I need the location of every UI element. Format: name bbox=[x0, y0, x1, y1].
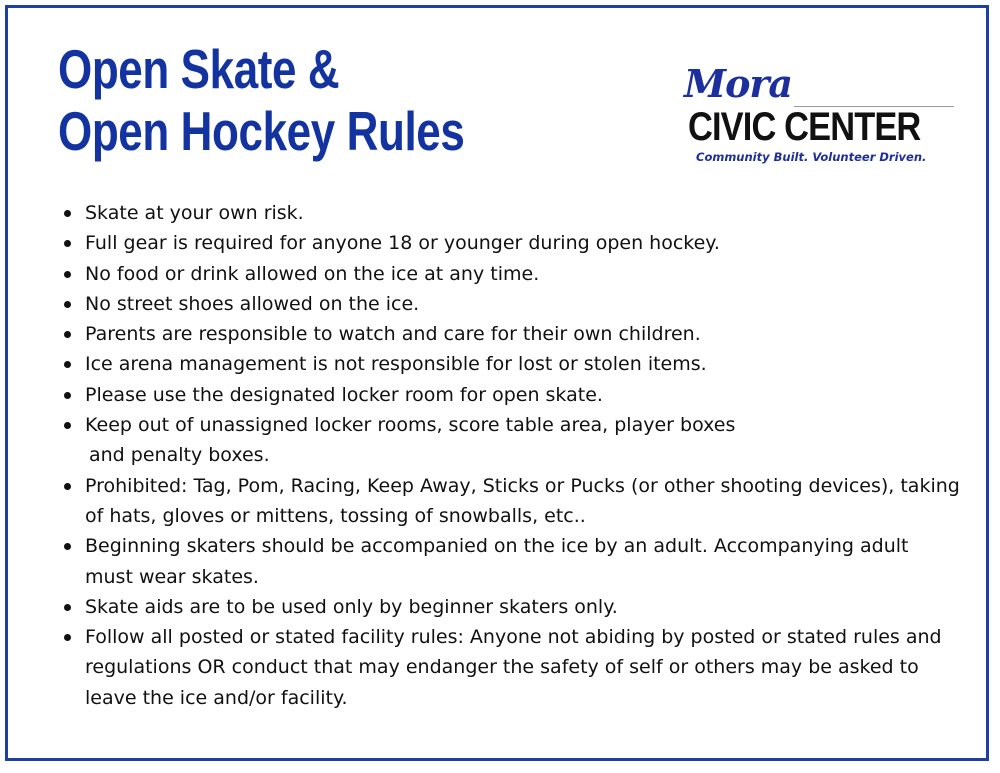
rule-item: Keep out of unassigned locker rooms, score table area, player boxes bbox=[62, 410, 962, 440]
page-title bbox=[58, 38, 464, 162]
logo-script-text: Mora bbox=[684, 61, 793, 106]
title-line-2: Open Hockey Rules bbox=[58, 100, 465, 162]
civic-center-logo bbox=[684, 62, 960, 170]
rule-item: Ice arena management is not responsible for lost or stolen items. bbox=[62, 349, 962, 379]
rule-item: Please use the designated locker room for open skate. bbox=[62, 380, 962, 410]
logo-tagline: Community Built. Volunteer Driven. bbox=[696, 150, 927, 164]
rules-list bbox=[62, 198, 962, 713]
rule-item: Skate aids are to be used only by beginner skaters only. bbox=[62, 592, 962, 622]
rule-item: No street shoes allowed on the ice. bbox=[62, 289, 962, 319]
rule-item: Parents are responsible to watch and care for their own children. bbox=[62, 319, 962, 349]
rule-item: Beginning skaters should be accompanied on the ice by an adult. Accompanying adult must wear skates. bbox=[62, 531, 962, 592]
rule-item: Prohibited: Tag, Pom, Racing, Keep Away, Sticks or Pucks (or other shooting devices), taking of hats, gloves or mittens, tossing of snowballs, etc.. bbox=[62, 471, 962, 532]
title-line-1: Open Skate & bbox=[58, 38, 340, 100]
logo-main-text: CIVIC CENTER bbox=[688, 105, 921, 149]
rule-item: Skate at your own risk. bbox=[62, 198, 962, 228]
rule-item: No food or drink allowed on the ice at any time. bbox=[62, 259, 962, 289]
rule-item: Follow all posted or stated facility rules: Anyone not abiding by posted or stated rules and regulations OR conduct that may endanger the safety of self or others may be asked to leave the ice and/or facility. bbox=[62, 622, 962, 713]
rule-continuation: and penalty boxes. bbox=[89, 444, 270, 467]
rule-item: Full gear is required for anyone 18 or younger during open hockey. bbox=[62, 228, 962, 258]
